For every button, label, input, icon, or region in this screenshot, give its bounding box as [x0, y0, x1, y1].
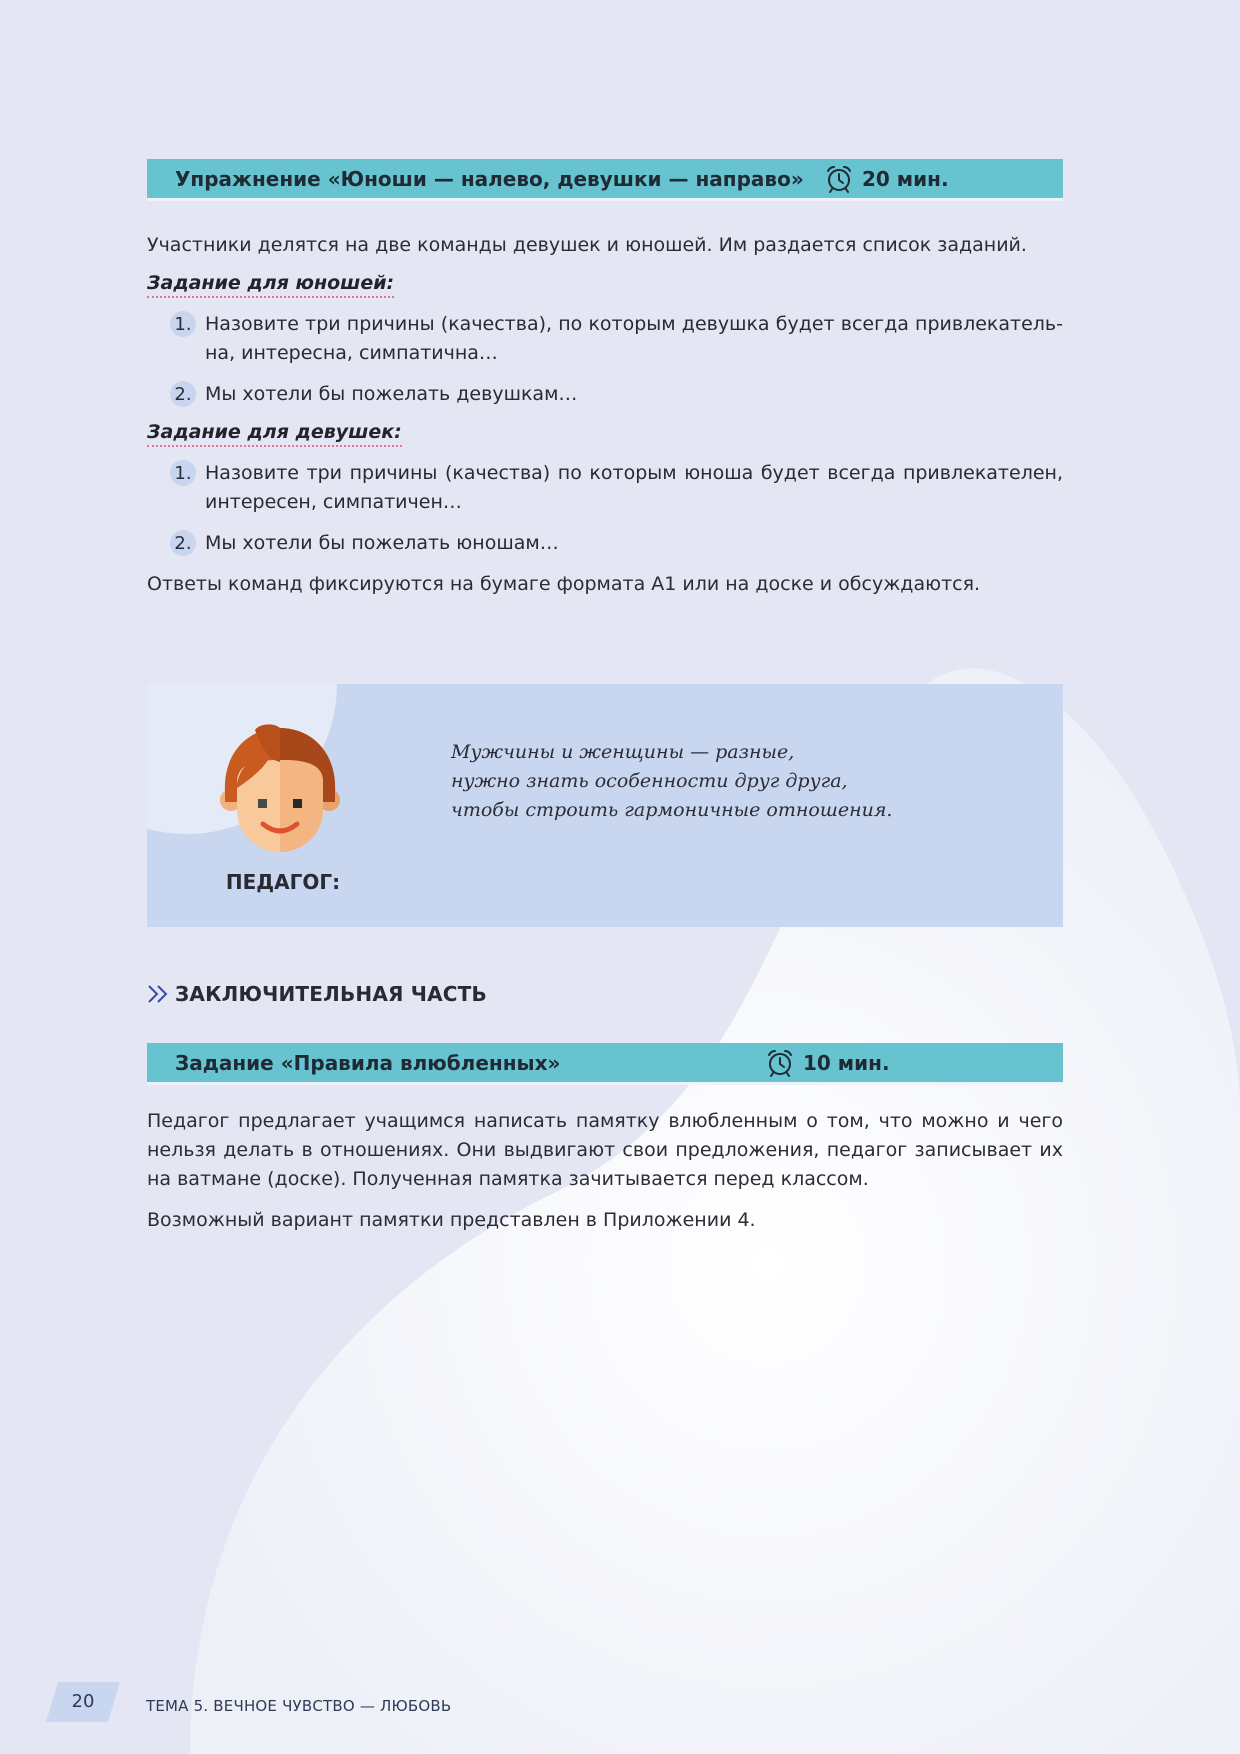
- exercise-paragraph: Педагог предлагает учащимся написать памятку влюбленным о том, что можно и чего нельзя делать в отношениях. Они выдвигают свои предложения, педагог записывает их на ватмане (доске). Полученная памятка зачитывается перед классом.: [147, 1110, 1063, 1190]
- double-chevron-right-icon: [147, 984, 169, 1004]
- exercise-duration: 10 мин.: [803, 1050, 890, 1075]
- exercise-duration: 20 мин.: [862, 166, 949, 191]
- teacher-face-icon: [219, 722, 341, 854]
- exercise-body: [147, 1107, 1063, 1235]
- list-item: [147, 310, 1063, 368]
- list-number-badge: 1.: [170, 311, 196, 337]
- girls-task-heading: Задание для девушек:: [147, 419, 402, 447]
- boys-task-heading: Задание для юношей:: [147, 270, 394, 298]
- footer-topic: ТЕМА 5. ВЕЧНОЕ ЧУВСТВО — ЛЮБОВЬ: [146, 1697, 452, 1715]
- exercise-title: Задание «Правила влюбленных»: [175, 1050, 561, 1075]
- teacher-quote-box: [147, 684, 1063, 927]
- quote-line: чтобы строить гармоничные отношения.: [451, 799, 893, 821]
- list-number-badge: 2.: [170, 381, 196, 407]
- exercise-header-bar: [147, 159, 1063, 201]
- exercise-title: Упражнение «Юноши — налево, девушки — направо»: [175, 166, 804, 191]
- page-number-text: 20: [71, 1691, 95, 1712]
- exercise-outro: Ответы команд фиксируются на бумаге формата А1 или на доске и обсуждаются.: [147, 573, 981, 595]
- exercise-paragraph: Возможный вариант памятки представлен в Приложении 4.: [147, 1209, 756, 1231]
- list-item: [147, 459, 1063, 517]
- quote-line: нужно знать особенности друг друга,: [451, 770, 848, 792]
- list-item: [147, 380, 1063, 409]
- list-item-text: Мы хотели бы пожелать юношам…: [205, 532, 559, 554]
- list-item-text: Мы хотели бы пожелать девушкам…: [205, 383, 578, 405]
- final-section-title: ЗАКЛЮЧИТЕЛЬНАЯ ЧАСТЬ: [175, 982, 487, 1006]
- list-number-badge: 2.: [170, 530, 196, 556]
- alarm-clock-icon: [765, 1048, 795, 1078]
- list-item: [147, 529, 1063, 558]
- list-item-text: Назовите три причины (качества), по которым девушка будет всегда привлекатель-на, интересна, симпатична…: [205, 313, 1063, 364]
- list-item-text: Назовите три причины (качества) по которым юноша будет всегда привлекателен, интересен, симпатичен…: [205, 462, 1063, 513]
- alarm-clock-icon: [824, 164, 854, 194]
- teacher-quote: [451, 738, 1011, 825]
- page-number: [46, 1682, 120, 1722]
- boys-task-list: [147, 310, 1063, 409]
- exercise-header-bar: [147, 1043, 1063, 1085]
- list-number-badge: 1.: [170, 460, 196, 486]
- exercise-body: [147, 231, 1063, 599]
- girls-task-list: [147, 459, 1063, 558]
- exercise-intro: Участники делятся на две команды девушек и юношей. Им раздается список заданий.: [147, 234, 1027, 256]
- final-section-heading: [147, 982, 487, 1006]
- exercise-timer: [765, 1048, 890, 1078]
- teacher-role-label: ПЕДАГОГ:: [225, 870, 341, 894]
- quote-line: Мужчины и женщины — разные,: [451, 741, 795, 763]
- exercise-timer: [824, 164, 949, 194]
